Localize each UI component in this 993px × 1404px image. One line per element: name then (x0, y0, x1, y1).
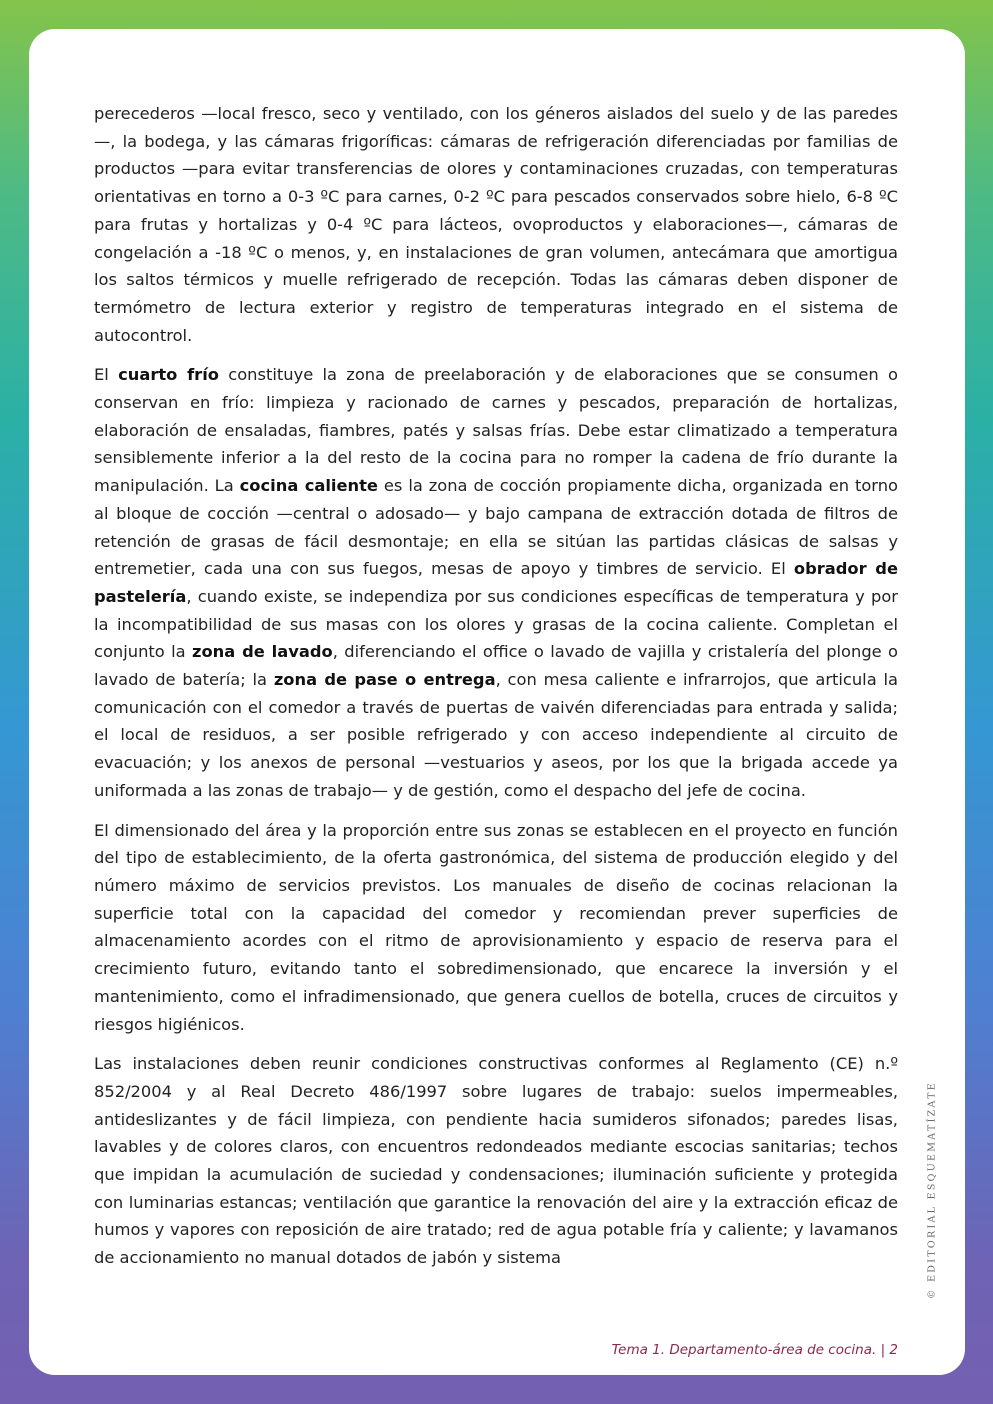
side-copyright: © EDITORIAL ESQUEMATÍZATE (926, 1080, 938, 1300)
text-run: , diferenciando el office o lavado de vajilla y cristalería del plonge o lavado de batería; la (94, 642, 899, 690)
text-run: constituye la zona de preelaboración y de elaboraciones que se consumen o conservan en frío: limpieza y racionado de carnes y pescados, preparación de hortalizas, elaboración de ensaladas, fiambres, patés y salsas frías. Debe estar climatizado a temperatura sensiblemente inferior a la del resto de la cocina para no romper la cadena de frío durante la manipulación. La (94, 365, 898, 496)
bold-term: zona de pase o entrega (273, 670, 496, 690)
bold-term: obrador de pastelería (94, 559, 899, 606)
bold-term: zona de lavado (192, 642, 333, 662)
body-text (94, 100, 898, 1284)
paragraph (94, 817, 898, 1039)
text-run: El (94, 365, 119, 385)
paragraph (94, 361, 898, 804)
page-sheet (29, 29, 965, 1375)
bold-term: cocina caliente (239, 476, 378, 496)
text-run: , cuando existe, se independiza por sus condiciones específicas de temperatura y por la incompatibilidad de sus masas con los olores y grasas de la cocina caliente. Completan el conjunto la (94, 586, 898, 662)
text-run: El dimensionado del área y la proporción entre sus zonas se establecen en el proyecto en función del tipo de establecimiento, de la oferta gastronómica, del sistema de producción elegido y del número máximo de servicios previstos. Los manuales de diseño de cocinas relacionan la superficie total con la capacidad del comedor y recomiendan prever superficies de almacenamiento acordes con el ritmo de aprovisionamiento y espacio de reserva para el crecimiento futuro, evitando tanto el sobredimensionado, que encarece la inversión y el mantenimiento, como el infradimensionado, que genera cuellos de botella, cruces de circuitos y riesgos higiénicos. (94, 820, 898, 1034)
text-run: Las instalaciones deben reunir condiciones constructivas conformes al Reglamento (CE) n.º 852/2004 y al Real Decreto 486/1997 sobre lugares de trabajo: suelos impermeables, antideslizantes y de fácil limpieza, con pendiente hacia sumideros sifonados; paredes lisas, lavables y de colores claros, con encuentros redondeados mediante escocias sanitarias; techos que impidan la acumulación de suciedad y condensaciones; iluminación suficiente y protegida con luminarias estancas; ventilación que garantice la renovación del aire y la extracción eficaz de humos y vapores con reposición de aire tratado; red de agua potable fría y caliente; y lavamanos de accionamiento no manual dotados de jabón y sistema (94, 1054, 898, 1268)
paragraph (94, 100, 898, 349)
text-run: perecederos —local fresco, seco y ventilado, con los géneros aislados del suelo y de las paredes—, la bodega, y las cámaras frigoríficas: cámaras de refrigeración diferenciadas por familias de productos —para evitar transferencias de olores y contaminaciones cruzadas, con temperaturas orientativas en torno a 0-3 ºC para carnes, 0-2 ºC para pescados conservados sobre hielo, 6-8 ºC para frutas y hortalizas y 0-4 ºC para lácteos, ovoproductos y elaboraciones—, cámaras de congelación a -18 ºC o menos, y, en instalaciones de gran volumen, antecámara que amortigua los saltos térmicos y muelle refrigerado de recepción. Todas las cámaras deben disponer de termómetro de lectura exterior y registro de temperaturas integrado en el sistema de autocontrol. (94, 104, 898, 345)
paragraph (94, 1050, 898, 1272)
bold-term: cuarto frío (118, 365, 219, 385)
text-run: , con mesa caliente e infrarrojos, que articula la comunicación con el comedor a través de puertas de vaivén diferenciadas para entrada y salida; el local de residuos, a ser posible refrigerado y con acceso independiente al circuito de evacuación; y los anexos de personal —vestuarios y aseos, por los que la brigada accede ya uniformada a las zonas de trabajo— y de gestión, como el despacho del jefe de cocina. (94, 670, 898, 800)
text-run: es la zona de cocción propiamente dicha, organizada en torno al bloque de cocción —central o adosado— y bajo campana de extracción dotada de filtros de retención de grasas de fácil desmontaje; en ella se sitúan las partidas clásicas de salsas y entremetier, cada una con sus fuegos, mesas de apoyo y timbres de servicio. El (94, 476, 898, 579)
page-footer: Tema 1. Departamento-área de cocina. | 2 (611, 1342, 898, 1358)
